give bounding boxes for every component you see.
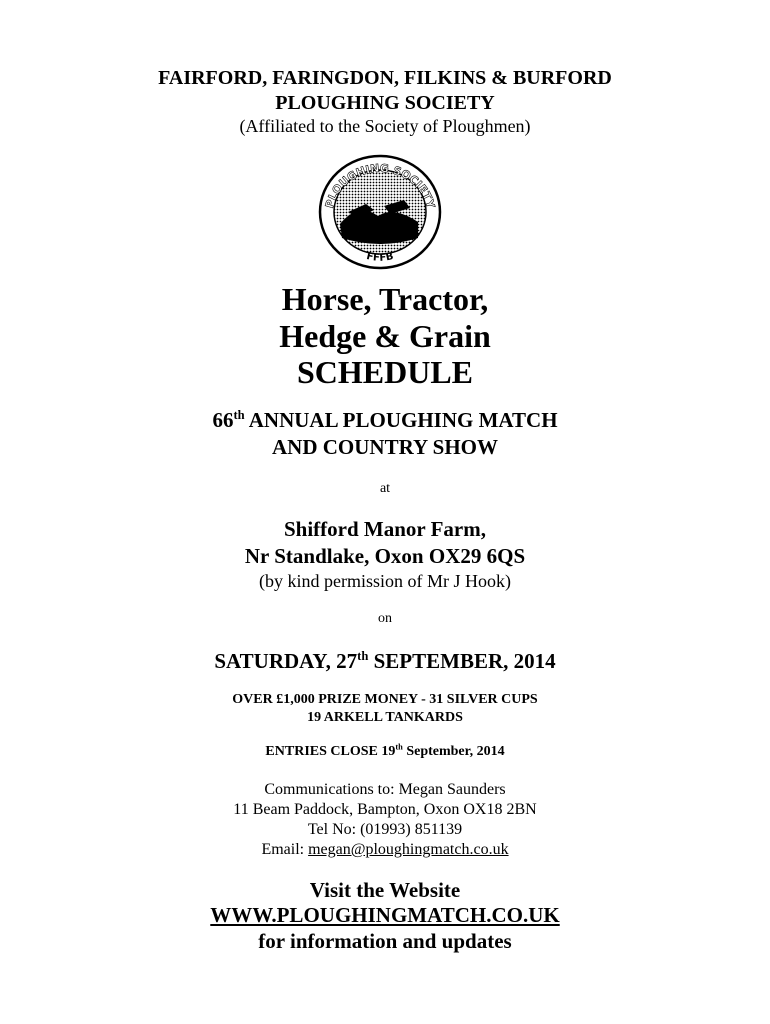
svg-text:FFFB: FFFB — [365, 251, 395, 264]
title-line1: Horse, Tractor, — [281, 281, 489, 317]
prizes-line2: 19 ARKELL TANKARDS — [307, 710, 463, 725]
email-link[interactable]: megan@ploughingmatch.co.uk — [308, 841, 509, 858]
society-name-line1: FAIRFORD, FARINGDON, FILKINS & BURFORD — [158, 67, 612, 89]
venue-line2: Nr Standlake, Oxon OX29 6QS — [244, 544, 526, 568]
venue-line1: Shifford Manor Farm, — [283, 517, 486, 541]
email-label: Email: — [261, 841, 309, 858]
svg-text:PLOUGHING SOCIETY: PLOUGHING SOCIETY — [322, 161, 438, 210]
society-name-line2: PLOUGHING SOCIETY — [275, 92, 495, 114]
ploughing-society-seal-icon — [318, 154, 442, 270]
at-text: at — [379, 481, 391, 496]
entries-close: ENTRIES CLOSE 19th September, 2014 — [265, 742, 505, 759]
contact-tel: Tel No: (01993) 851139 — [307, 821, 463, 838]
website-info-text: for information and updates — [258, 929, 512, 953]
website-heading: Visit the Website — [309, 878, 461, 902]
title-schedule: SCHEDULE — [296, 354, 474, 390]
affiliation-text: (Affiliated to the Society of Ploughmen) — [239, 116, 531, 136]
contact-email-line — [0, 842, 770, 858]
prizes-line1: OVER £1,000 PRIZE MONEY - 31 SILVER CUPS — [232, 692, 538, 707]
title-line2: Hedge & Grain — [279, 318, 491, 354]
contact-address: 11 Beam Paddock, Bampton, Oxon OX18 2BN — [233, 801, 537, 818]
event-date: SATURDAY, 27th SEPTEMBER, 2014 — [214, 649, 556, 673]
match-title-line1: 66th ANNUAL PLOUGHING MATCH — [212, 408, 558, 432]
website-url-line — [0, 905, 770, 926]
match-title-line2: AND COUNTRY SHOW — [272, 435, 498, 459]
venue-permission: (by kind permission of Mr J Hook) — [259, 571, 511, 591]
on-text: on — [378, 611, 392, 626]
website-link[interactable]: WWW.PLOUGHINGMATCH.CO.UK — [210, 903, 560, 927]
contact-name: Communications to: Megan Saunders — [264, 781, 506, 798]
